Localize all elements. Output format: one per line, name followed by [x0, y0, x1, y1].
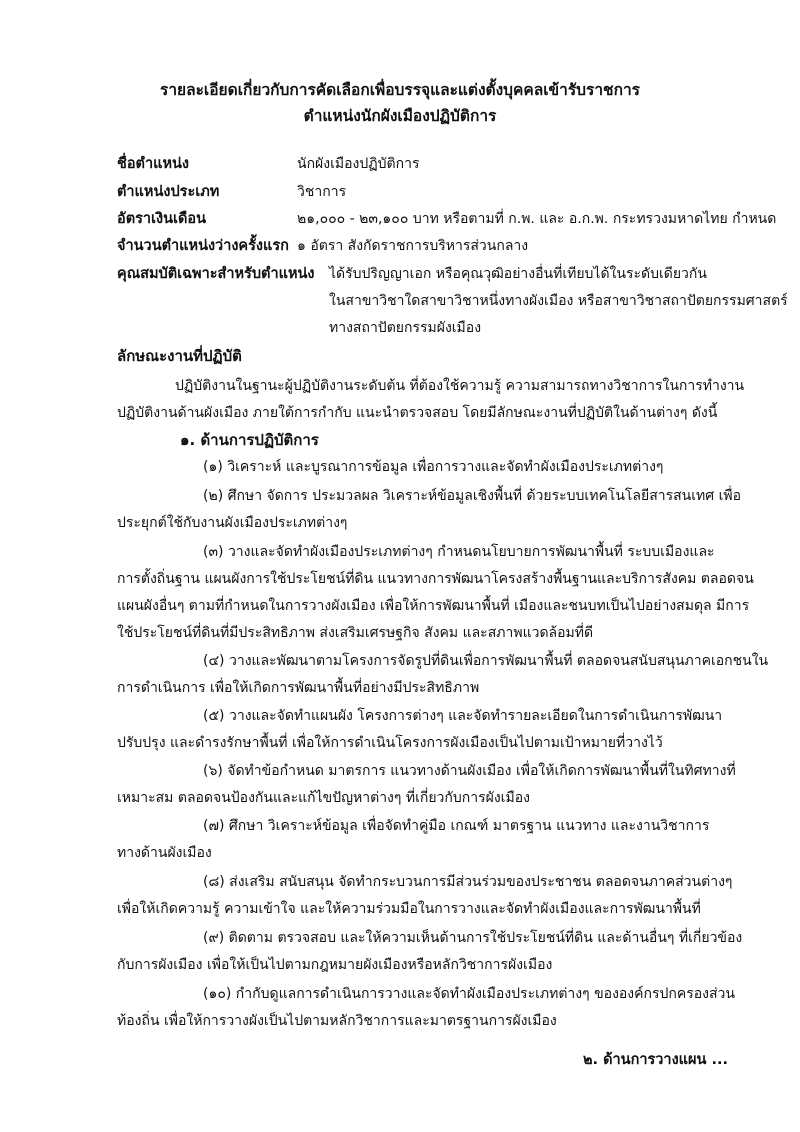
duty-item-9-cont: กับการผังเมือง เพื่อให้เป็นไปตามกฎหมายผังเมืองหรือหลักวิชาการผังเมือง — [117, 957, 553, 973]
page-continuation: ๒. ด้านการวางแผน ... — [583, 1052, 728, 1068]
duty-item-6-cont: เหมาะสม ตลอดจนป้องกันและแก้ไขปัญหาต่างๆ ที่เกี่ยวกับการผังเมือง — [117, 790, 530, 806]
duty-item-10-cont: ท้องถิ่น เพื่อให้การวางผังเป็นไปตามหลักวิชาการและมาตรฐานการผังเมือง — [117, 1013, 557, 1029]
job-heading: ลักษณะงานที่ปฏิบัติ — [117, 347, 242, 365]
type-label: ตำแหน่งประเภท — [117, 184, 220, 200]
vacancy-value: ๑ อัตรา สังกัดราชการบริหารส่วนกลาง — [297, 238, 529, 254]
position-label: ชื่อตำแหน่ง — [117, 156, 190, 172]
duty-item-3-cont: แผนผังอื่นๆ ตามที่กำหนดในการวางผังเมือง เพื่อให้การพัฒนาพื้นที่ เมืองและชนบทเป็นไปอย่างสมดุล มีการ — [117, 598, 750, 614]
duty-item-6: (๖) จัดทำข้อกำหนด มาตรการ แนวทางด้านผังเมือง เพื่อให้เกิดการพัฒนาพื้นที่ในทิศทางที่ — [203, 763, 736, 779]
duty-item-8-cont: เพื่อให้เกิดความรู้ ความเข้าใจ และให้ความร่วมมือในการวางและจัดทำผังเมืองและการพัฒนาพื้นที่ — [117, 901, 701, 917]
intro-line: ปฏิบัติงานด้านผังเมือง ภายใต้การกำกับ แนะนำตรวจสอบ โดยมีลักษณะงานที่ปฏิบัติในด้านต่างๆ ดังนี้ — [117, 405, 718, 421]
duty-item-3: (๓) วางและจัดทำผังเมืองประเภทต่างๆ กำหนดนโยบายการพัฒนาพื้นที่ ระบบเมืองและ — [203, 544, 715, 560]
qualification-line: ในสาขาวิชาใดสาขาวิชาหนึ่งทางผังเมือง หรือสาขาวิชาสถาปัตยกรรมศาสตร์ — [329, 293, 788, 309]
salary-label: อัตราเงินเดือน — [117, 211, 206, 227]
qualification-label: คุณสมบัติเฉพาะสำหรับตำแหน่ง — [117, 266, 315, 282]
type-value: วิชาการ — [297, 184, 347, 200]
duty-item-3-cont: ใช้ประโยชน์ที่ดินที่มีประสิทธิภาพ ส่งเสริมเศรษฐกิจ สังคม และสภาพแวดล้อมที่ดี — [117, 625, 594, 641]
vacancy-label: จำนวนตำแหน่งว่างครั้งแรก — [117, 238, 289, 254]
salary-value: ๒๑,๐๐๐ - ๒๓,๑๐๐ บาท หรือตามที่ ก.พ. และ อ.ก.พ. กระทรวงมหาดไทย กำหนด — [297, 211, 777, 227]
duty-item-7-cont: ทางด้านผังเมือง — [117, 845, 212, 861]
duty-item-5-cont: ปรับปรุง และดำรงรักษาพื้นที่ เพื่อให้การดำเนินโครงการผังเมืองเป็นไปตามเป้าหมายที่วางไว้ — [117, 735, 663, 751]
qualification-line: ทางสถาปัตยกรรมผังเมือง — [329, 320, 482, 336]
document-title-line2: ตำแหน่งนักผังเมืองปฏิบัติการ — [303, 107, 497, 125]
duty-item-7: (๗) ศึกษา วิเคราะห์ข้อมูล เพื่อจัดทำคู่มือ เกณฑ์ มาตรฐาน แนวทาง และงานวิชาการ — [203, 818, 710, 834]
document-title-line1: รายละเอียดเกี่ยวกับการคัดเลือกเพื่อบรรจุและแต่งตั้งบุคคลเข้ารับราชการ — [160, 81, 640, 99]
section-1-heading: ๑. ด้านการปฏิบัติการ — [180, 431, 319, 449]
qualification-line: ได้รับปริญญาเอก หรือคุณวุฒิอย่างอื่นที่เทียบได้ในระดับเดียวกัน — [329, 266, 707, 282]
duty-item-3-cont: การตั้งถิ่นฐาน แผนผังการใช้ประโยชน์ที่ดิน แนวทางการพัฒนาโครงสร้างพื้นฐานและบริการสังคม ตลอดจน — [117, 571, 754, 587]
intro-line: ปฏิบัติงานในฐานะผู้ปฏิบัติงานระดับต้น ที่ต้องใช้ความรู้ ความสามารถทางวิชาการในการทำงาน — [175, 378, 745, 394]
duty-item-8: (๘) ส่งเสริม สนับสนุน จัดทำกระบวนการมีส่วนร่วมของประชาชน ตลอดจนภาคส่วนต่างๆ — [203, 874, 733, 890]
duty-item-2-cont: ประยุกต์ใช้กับงานผังเมืองประเภทต่างๆ — [117, 515, 348, 531]
duty-item-10: (๑๐) กำกับดูแลการดำเนินการวางและจัดทำผังเมืองประเภทต่างๆ ขององค์กรปกครองส่วน — [203, 986, 735, 1002]
position-value: นักผังเมืองปฏิบัติการ — [297, 156, 420, 172]
duty-item-4: (๔) วางและพัฒนาตามโครงการจัดรูปที่ดินเพื่อการพัฒนาพื้นที่ ตลอดจนสนับสนุนภาคเอกชนใน — [203, 653, 769, 669]
duty-item-4-cont: การดำเนินการ เพื่อให้เกิดการพัฒนาพื้นที่อย่างมีประสิทธิภาพ — [117, 680, 480, 696]
duty-item-9: (๙) ติดตาม ตรวจสอบ และให้ความเห็นด้านการใช้ประโยชน์ที่ดิน และด้านอื่นๆ ที่เกี่ยวข้อง — [203, 930, 743, 946]
duty-item-1: (๑) วิเคราะห์ และบูรณาการข้อมูล เพื่อการวางและจัดทำผังเมืองประเภทต่างๆ — [203, 459, 664, 475]
duty-item-5: (๕) วางและจัดทำแผนผัง โครงการต่างๆ และจัดทำรายละเอียดในการดำเนินการพัฒนา — [203, 708, 723, 724]
duty-item-2: (๒) ศึกษา จัดการ ประมวลผล วิเคราะห์ข้อมูลเชิงพื้นที่ ด้วยระบบเทคโนโลยีสารสนเทศ เพื่อ — [203, 488, 742, 504]
